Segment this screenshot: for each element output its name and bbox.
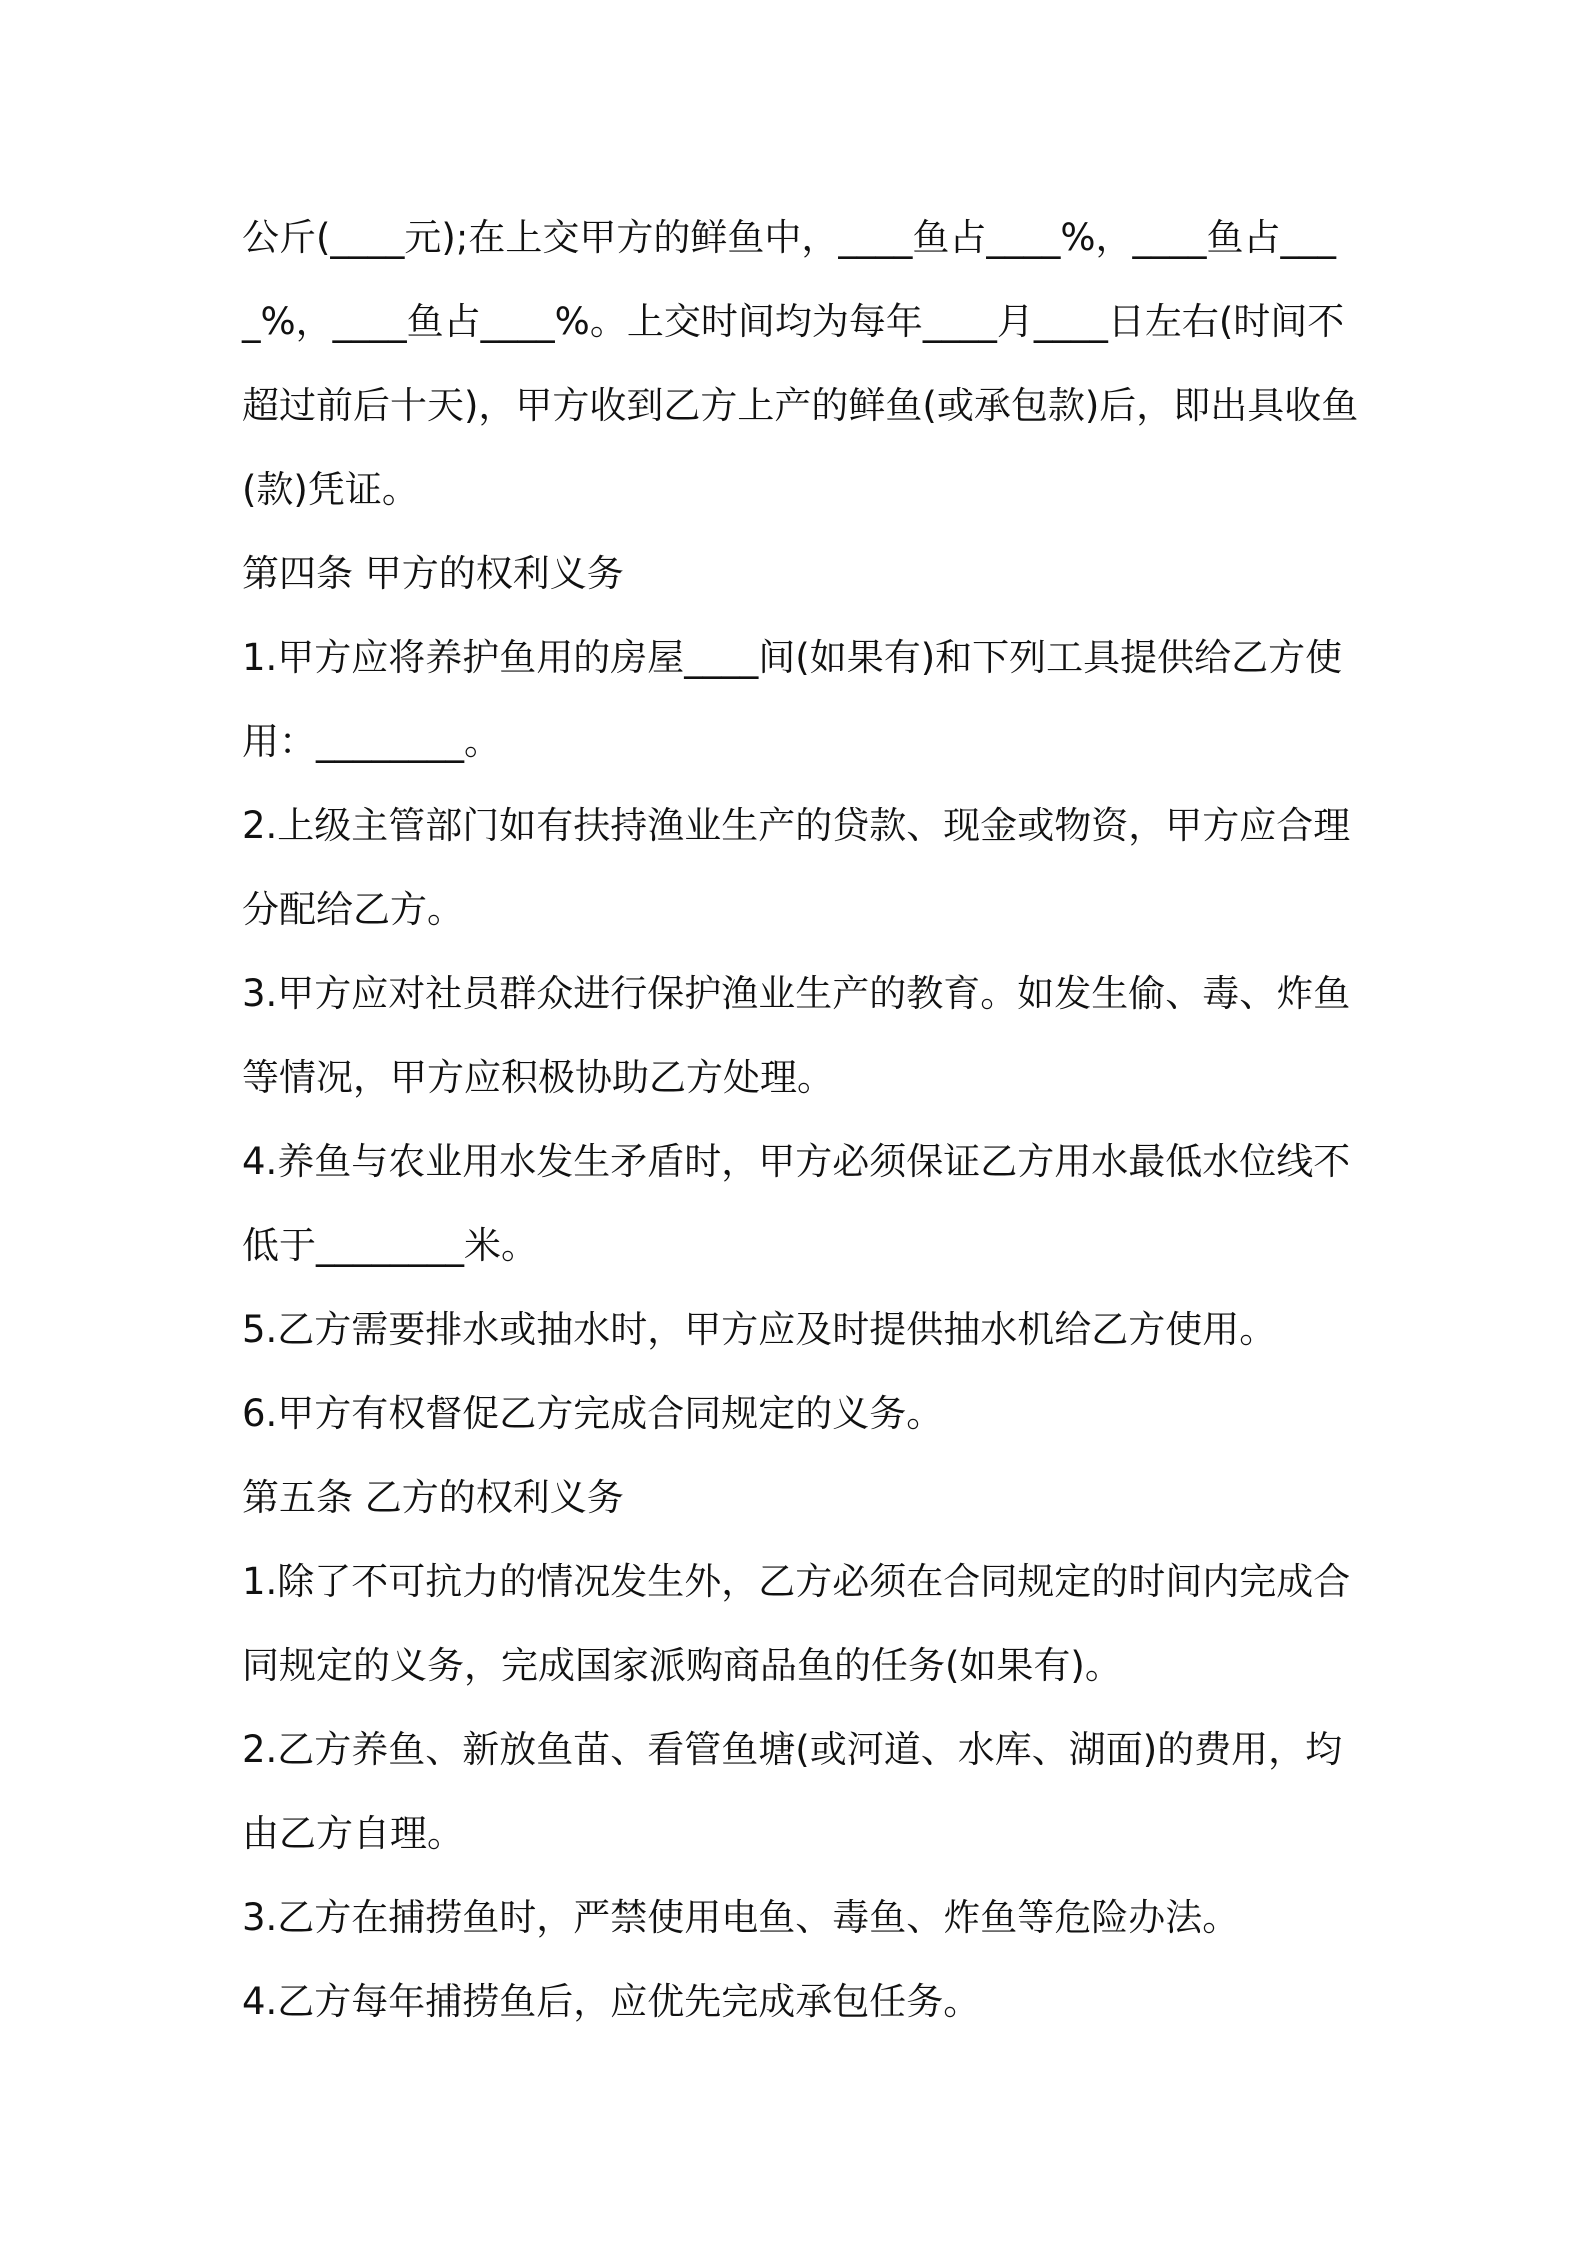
article-five-item-3: 3.乙方在捕捞鱼时，严禁使用电鱼、毒鱼、炸鱼等危险办法。 xyxy=(242,1896,1240,1939)
article-five-item-2: 2.乙方养鱼、新放鱼苗、看管鱼塘(或河道、水库、湖面)的费用，均由乙方自理。 xyxy=(242,1728,1343,1855)
article-five-item-1: 1.除了不可抗力的情况发生外，乙方必须在合同规定的时间内完成合同规定的义务，完成国家派购商品鱼的任务(如果有)。 xyxy=(242,1560,1351,1687)
article-four-heading: 第四条 甲方的权利义务 xyxy=(242,552,624,595)
article-four-item-2: 2.上级主管部门如有扶持渔业生产的贷款、现金或物资，甲方应合理分配给乙方。 xyxy=(242,804,1351,931)
article-four-item-4: 4.养鱼与农业用水发生矛盾时，甲方必须保证乙方用水最低水位线不低于________米。 xyxy=(242,1140,1351,1267)
article-five-heading: 第五条 乙方的权利义务 xyxy=(242,1476,624,1519)
article-four-item-6: 6.甲方有权督促乙方完成合同规定的义务。 xyxy=(242,1392,944,1435)
article-four-item-5: 5.乙方需要排水或抽水时，甲方应及时提供抽水机给乙方使用。 xyxy=(242,1308,1277,1351)
article-four-item-3: 3.甲方应对社员群众进行保护渔业生产的教育。如发生偷、毒、炸鱼等情况，甲方应积极协助乙方处理。 xyxy=(242,972,1351,1099)
paragraph-payment-terms: 公斤(____元);在上交甲方的鲜鱼中，____鱼占____%，____鱼占____%，____鱼占____%。上交时间均为每年____月____日左右(时间不超过前后十天)，甲方收到乙方上产的鲜鱼(或承包款)后，即出具收鱼(款)凭证。 xyxy=(242,216,1359,511)
article-five-item-4: 4.乙方每年捕捞鱼后，应优先完成承包任务。 xyxy=(242,1980,981,2023)
document-body xyxy=(242,196,1362,2044)
article-four-item-1: 1.甲方应将养护鱼用的房屋____间(如果有)和下列工具提供给乙方使用：________。 xyxy=(242,636,1343,763)
